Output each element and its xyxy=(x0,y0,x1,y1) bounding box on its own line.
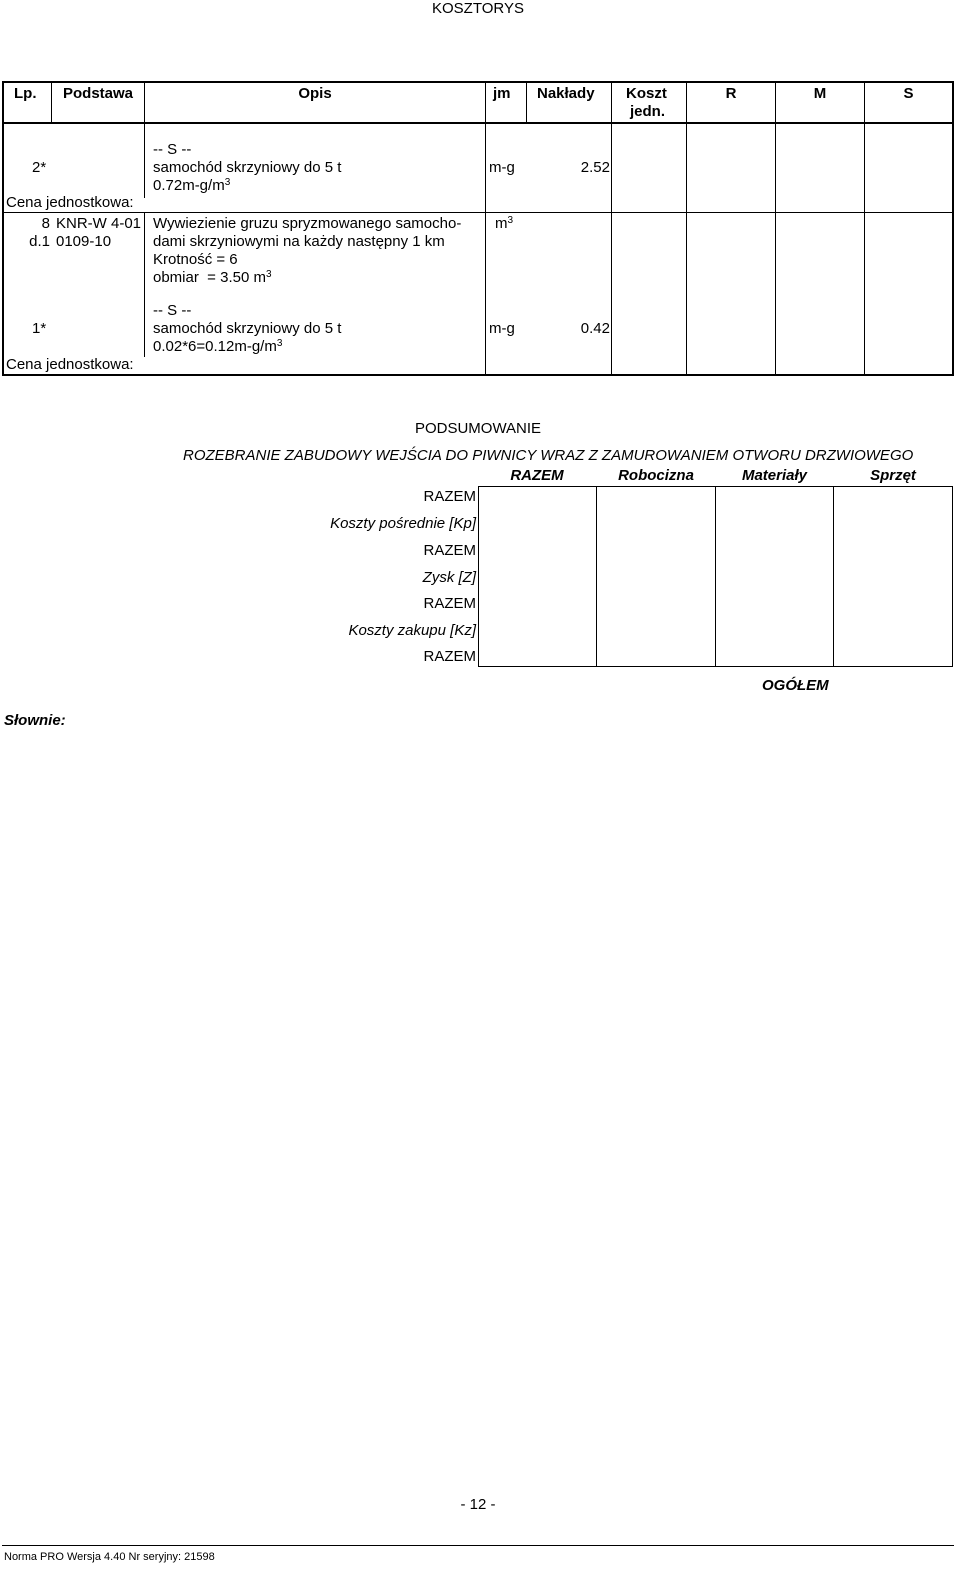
glossary-label: Słownie: xyxy=(4,712,66,729)
position-lp-suffix: d.1 xyxy=(29,233,50,250)
summary-row-razem: RAZEM xyxy=(423,648,476,665)
footer-software: Norma PRO Wersja 4.40 Nr seryjny: 21598 xyxy=(4,1551,215,1563)
resource-lp: 1* xyxy=(32,320,47,337)
footer-divider xyxy=(2,1545,954,1546)
summary-row-kz: Koszty zakupu [Kz] xyxy=(348,622,476,639)
col-koszt-jedn: jedn. xyxy=(630,103,666,120)
position-basis: KNR-W 4-01 xyxy=(56,215,142,232)
position-multiplier: Krotność = 6 xyxy=(153,251,238,268)
summary-row-razem: RAZEM xyxy=(423,542,476,559)
summary-col-razem: RAZEM xyxy=(510,467,564,484)
resource-jm: m-g xyxy=(489,320,515,337)
position-lp: 8 xyxy=(41,215,50,232)
position-jm: $m^3$ xyxy=(495,215,514,232)
position-description-2: dami skrzyniowymi na każdy następny 1 km xyxy=(153,233,445,250)
summary-row-zysk: Zysk [Z] xyxy=(422,569,476,586)
page-title: KOSZTORYS xyxy=(432,0,524,17)
resource-naklady: 2.52 xyxy=(580,159,610,176)
summary-col-materialy: Materiały xyxy=(741,467,808,484)
col-naklady: Nakłady xyxy=(537,85,595,102)
summary-col-sprzet: Sprzęt xyxy=(870,467,916,484)
resource-lp: 2* xyxy=(32,159,47,176)
col-s: S xyxy=(903,85,914,102)
summary-row-razem: RAZEM xyxy=(423,488,476,505)
resource-category: -- S -- xyxy=(153,141,192,158)
summary-subtitle: ROZEBRANIE ZABUDOWY WEJŚCIA DO PIWNICY WRAZ Z ZAMUROWANIEM OTWORU DRZWIOWEGO xyxy=(183,447,914,464)
col-koszt: Koszt xyxy=(626,85,667,102)
position-basis-number: 0109-10 xyxy=(56,233,112,250)
summary-total-label: OGÓŁEM xyxy=(762,677,829,694)
resource-name: samochód skrzyniowy do 5 t xyxy=(153,159,342,176)
col-lp: Lp. xyxy=(14,85,37,102)
summary-row-razem: RAZEM xyxy=(423,595,476,612)
unit-price-label: Cena jednostkowa: xyxy=(6,356,134,373)
col-jm: jm xyxy=(493,85,511,102)
resource-jm: m-g xyxy=(489,159,515,176)
resource-norm: $0.02*6=0.12m-g/m^3$ xyxy=(153,338,283,355)
summary-col-robocizna: Robocizna xyxy=(618,467,694,484)
resource-category: -- S -- xyxy=(153,302,192,319)
col-m: M xyxy=(813,85,827,102)
page-number: - 12 - xyxy=(460,1496,496,1513)
col-podstawa: Podstawa xyxy=(63,85,134,102)
position-description: Wywiezienie gruzu spryzmowanego samocho- xyxy=(153,215,462,232)
resource-naklady: 0.42 xyxy=(580,320,610,337)
unit-price-label: Cena jednostkowa: xyxy=(6,194,134,211)
resource-name: samochód skrzyniowy do 5 t xyxy=(153,320,342,337)
summary-row-kp: Koszty pośrednie [Kp] xyxy=(330,515,476,532)
resource-norm: $0.72m-g/m^3$ xyxy=(153,177,231,194)
summary-title: PODSUMOWANIE xyxy=(414,420,542,437)
col-r: R xyxy=(725,85,737,102)
col-opis: Opis xyxy=(298,85,332,102)
position-measure: obmiar = 3.50 $m^3$ xyxy=(153,269,272,286)
